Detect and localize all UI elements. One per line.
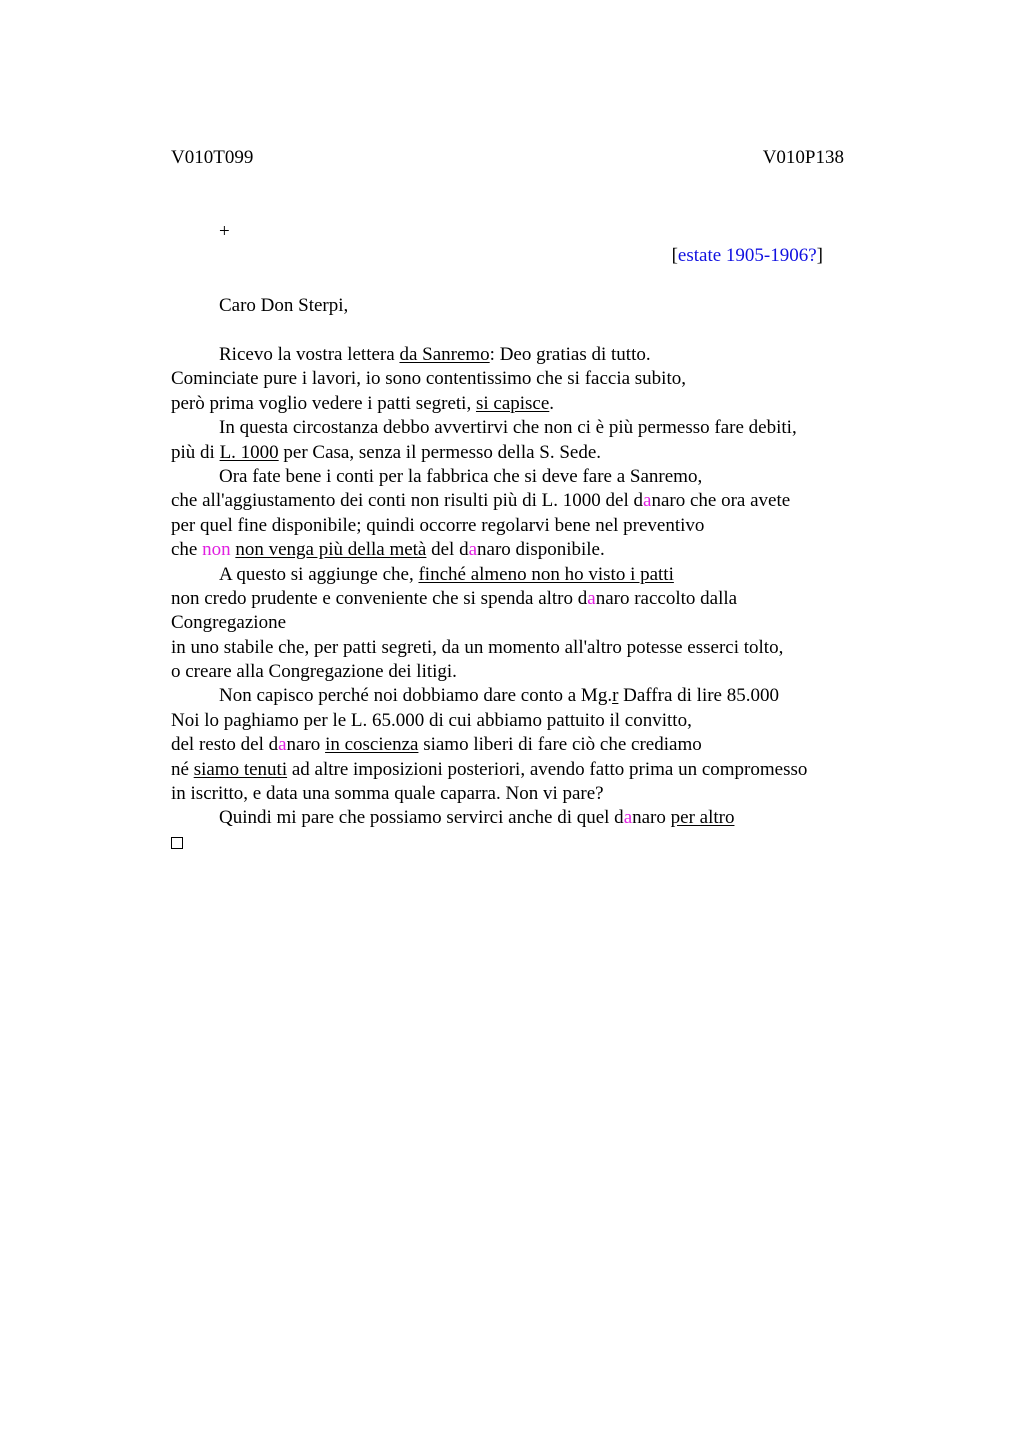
letter-body bbox=[171, 343, 871, 855]
underlined-text: siamo tenuti bbox=[193, 758, 288, 780]
underlined-text: finché almeno non ho visto i patti bbox=[418, 563, 674, 585]
text-run: naro bbox=[632, 807, 671, 829]
letter-line bbox=[171, 587, 871, 611]
letter-line bbox=[171, 343, 871, 367]
header-right-code: V010P138 bbox=[762, 147, 844, 168]
letter-line: Congregazione bbox=[171, 612, 287, 634]
underlined-text: si capisce bbox=[475, 392, 550, 414]
date-annotation bbox=[672, 245, 823, 267]
text-run: che bbox=[171, 539, 203, 561]
letter-line: Ora fate bene i conti per la fabbrica che si deve fare a Sanremo, bbox=[219, 465, 703, 487]
text-run: naro bbox=[286, 734, 326, 756]
correction-text: a bbox=[468, 539, 478, 561]
letter-line bbox=[171, 806, 871, 830]
date-open-bracket: [ bbox=[671, 245, 678, 266]
letter-line: In questa circostanza debbo avvertirvi che non ci è più permesso fare debiti, bbox=[219, 417, 797, 439]
underlined-text: in coscienza bbox=[325, 734, 419, 756]
header-left-code: V010T099 bbox=[171, 147, 254, 168]
letter-line bbox=[171, 831, 871, 855]
text-run: del resto del d bbox=[171, 734, 279, 756]
text-run: Daffra di lire 85.000 bbox=[618, 685, 779, 707]
text-run: però prima voglio vedere i patti segreti, bbox=[171, 392, 476, 414]
letter-line bbox=[171, 563, 871, 587]
text-run: del d bbox=[426, 539, 469, 561]
correction-text: non bbox=[202, 539, 231, 561]
text-run: Non capisco perché noi dobbiamo dare conto a Mg. bbox=[219, 685, 613, 707]
text-run: siamo liberi di fare ciò che crediamo bbox=[418, 734, 702, 756]
letter-line: per quel fine disponibile; quindi occorre regolarvi bene nel preventivo bbox=[171, 514, 705, 536]
text-run: Quindi mi pare che possiamo servirci anche di quel d bbox=[219, 807, 624, 829]
date-close-bracket: ] bbox=[816, 245, 823, 266]
text-run: per Casa, senza il permesso della S. Sede. bbox=[278, 441, 602, 463]
correction-text: a bbox=[587, 587, 596, 609]
letter-line bbox=[171, 392, 871, 416]
correction-text: a bbox=[623, 807, 633, 829]
text-run: : Deo gratias di tutto. bbox=[489, 344, 651, 365]
text-run: non credo prudente e conveniente che si spenda altro d bbox=[171, 587, 588, 609]
cross-mark: + bbox=[219, 221, 230, 242]
letter-line: in uno stabile che, per patti segreti, da un momento all'altro potesse esserci tolto, bbox=[171, 636, 784, 658]
letter-line: in iscritto, e data una somma quale caparra. Non vi pare? bbox=[171, 783, 604, 805]
text-run: ad altre imposizioni posteriori, avendo fatto prima un compromesso bbox=[287, 758, 808, 780]
letter-line bbox=[171, 733, 871, 757]
text-run: . bbox=[549, 392, 555, 414]
letter-line bbox=[171, 758, 871, 782]
letter-line: Noi lo paghiamo per le L. 65.000 di cui abbiamo pattuito il convitto, bbox=[171, 709, 692, 731]
underlined-text: per altro bbox=[670, 807, 735, 829]
letter-line bbox=[171, 684, 871, 708]
date-text: estate 1905-1906? bbox=[677, 245, 817, 266]
letter-line: o creare alla Congregazione dei litigi. bbox=[171, 661, 457, 683]
text-run: naro disponibile. bbox=[477, 539, 605, 561]
correction-text: a bbox=[278, 734, 287, 756]
underlined-text: da Sanremo bbox=[399, 344, 490, 365]
text-run: naro raccolto dalla bbox=[595, 587, 738, 609]
letter-line bbox=[171, 538, 871, 562]
letter-line bbox=[171, 441, 871, 465]
underlined-text: L. 1000 bbox=[219, 441, 279, 463]
text-run: A questo si aggiunge che, bbox=[219, 563, 419, 585]
page-end-box-icon bbox=[171, 837, 183, 849]
correction-text: a bbox=[643, 490, 652, 512]
salutation: Caro Don Sterpi, bbox=[219, 295, 349, 316]
underlined-text: non venga più della metà bbox=[235, 539, 427, 561]
text-run: Ricevo la vostra lettera bbox=[219, 344, 400, 365]
letter-line bbox=[171, 489, 871, 513]
letter-line: Cominciate pure i lavori, io sono contentissimo che si faccia subito, bbox=[171, 368, 686, 390]
text-run: che all'aggiustamento dei conti non risulti più di L. 1000 del d bbox=[171, 490, 644, 512]
text-run: naro che ora avete bbox=[651, 490, 791, 512]
text-run: più di bbox=[171, 441, 220, 463]
underlined-text: r bbox=[612, 685, 619, 707]
text-run: né bbox=[171, 758, 194, 780]
